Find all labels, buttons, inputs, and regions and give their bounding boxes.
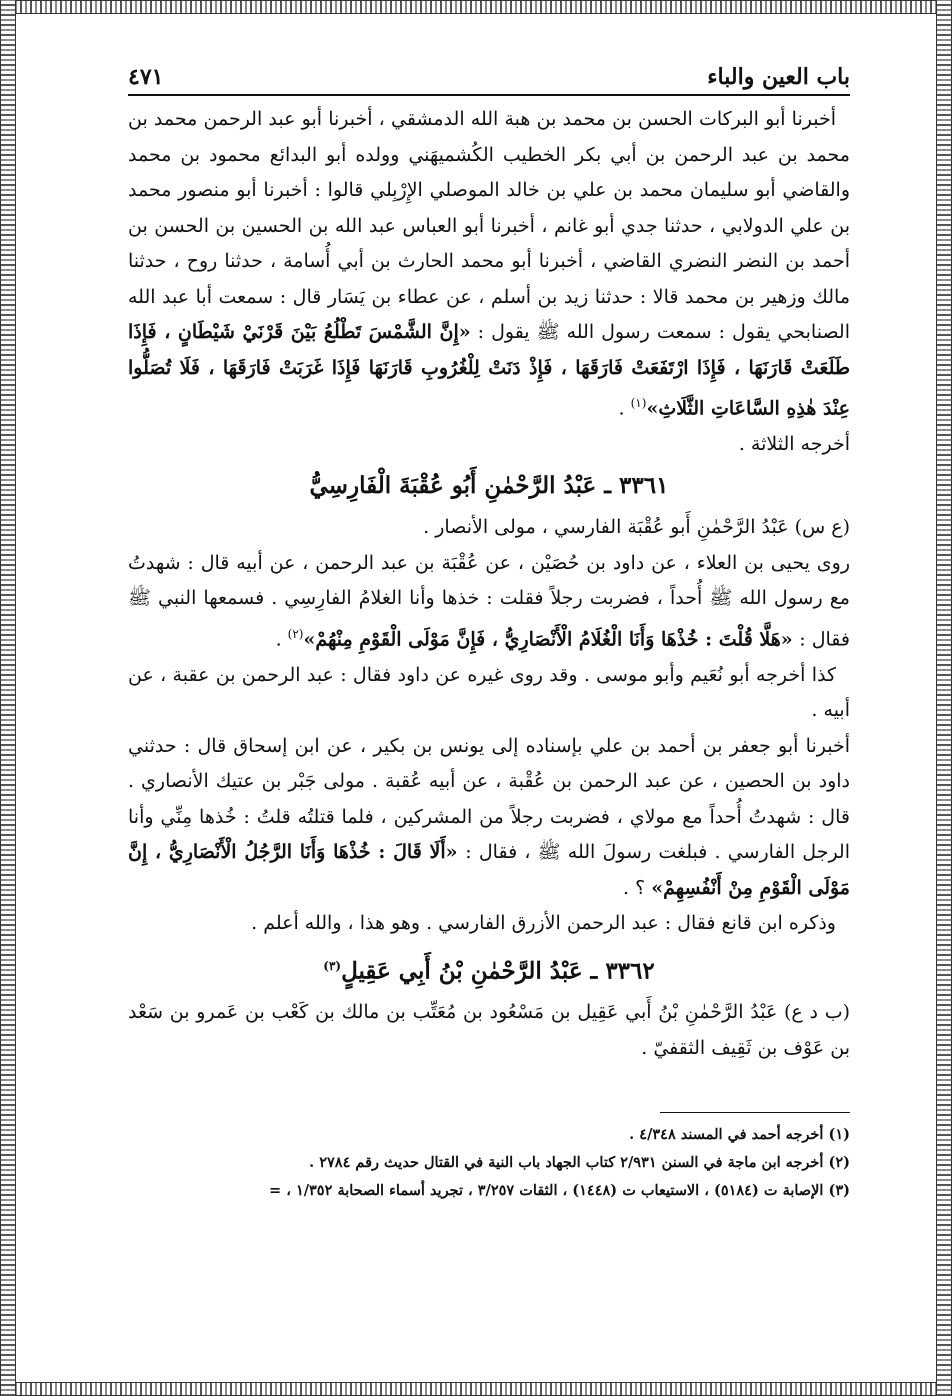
hadith-quote: «هَلَّا قُلْتَ : خُذْهَا وَأَنَا الْغُلَامُ الْأَنْصَارِيُّ ، فَإِنَّ مَوْلَى الْقَوْمِ مِنْهُمْ» [303,628,800,651]
page-number: ٤٧١ [128,64,164,90]
footnote-ref: (١) [630,396,647,410]
narration-text: روى يحيى بن العلاء ، عن داود بن حُصَيْن ، عن عُقْبَة بن عبد الرحمن ، عن أبيه قال : شهدتُ مع رسول الله ﷺ أُحداً ، فضربت رجلاً فقلت : خذها وأنا الغلامُ الفارِسِي . فسمعها النبي ﷺ فقال : [128,551,850,651]
footnote-divider [660,1112,850,1113]
page-body [128,102,850,1066]
entry-intro: (ع س) عَبْدُ الرَّحْمٰنِ أَبو عُقْبَة الفارسي ، مولى الأنصار . [423,516,850,539]
ornamental-border-bottom [10,1382,942,1396]
narration-paragraph [128,546,850,658]
attribution-line: أخرجه الثلاثة . [738,432,850,455]
footnote: (٢) أخرجه ابن ماجة في السنن ٢/٩٣١ كتاب الجهاد باب النية في القتال حديث رقم ٢٧٨٤ . [309,1154,850,1172]
book-page [128,50,850,1205]
hadith-quote: «أَلَا قَالَ : خُذْهَا وَأَنَا الرَّجُلُ الْأَنْصَارِيُّ ، إِنَّ مَوْلَى الْقَوْمِ مِنْ أَنْفُسِهِمْ» [128,841,850,899]
ornamental-border-left [0,0,16,1396]
ornamental-border-right [936,0,952,1396]
entry-heading [128,942,850,996]
narration-paragraph [128,729,850,907]
narration-end: ؟ . [623,876,652,899]
chapter-title: باب العين والباء [707,64,850,90]
footnote-ref: (٣) [323,958,342,973]
hadith-end: . [618,397,631,420]
narration-end: . [275,628,288,651]
footnote: (٣) الإصابة ت (٥١٨٤) ، الاستيعاب ت (١٤٤٨) ، الثقات ٣/٢٥٧ ، تجريد أسماء الصحابة ١/٣٥٢ ، = [269,1182,850,1200]
entry-heading-text: ٣٣٦٢ ـ عَبْدُ الرَّحْمٰنِ بْنُ أَبِي عَقِيلٍ [341,957,655,985]
narration-text: أخبرنا أبو جعفر بن أحمد بن علي بإسناده إلى يونس بن بكير ، عن ابن إسحاق قال : حدثني داود بن الحصين ، عن عبد الرحمن بن عُقْبة ، عن أبيه عُقبة . مولى جَبْر بن عتيك الأنصاري . قال : شهدتُ أُحداً مع مولاي ، فضربت رجلاً من المشركين ، فلما قتلتُه قلتُ : خُذها مِنِّي وأنا الرجل الفارسي . فبلغت رسولَ الله ﷺ ، فقال : [128,734,850,864]
footnote-ref: (٢) [287,626,304,641]
isnad-paragraph [128,102,850,427]
entry-intro: (ب د ع) عَبْدُ الرَّحْمٰنِ بْنُ أَبي عَقِيل بن مَسْعُود بن مُعَتِّب بن مالك بن كَعْب بن عَمرو بن سَعْد بن عَوْف بن ثَقِيف الثقفيّ . [128,1001,850,1059]
hadith-quote: «إِنَّ الشَّمْسَ تَطْلُعُ بَيْنَ قَرْنَيْ شَيْطَانٍ ، فَإِذَا طَلَعَتْ قَارَنَهَا ، فَإِذَا ارْتَفَعَتْ فَارَقَهَا ، فَإِذْ دَنَتْ لِلْغُرُوبِ قَارَنَهَا فَإِذَا غَرَبَتْ فَارَقَهَا ، فَلَا تُصَلُّوا عِنْدَ هٰذِهِ السَّاعَاتِ الثَّلَاثِ» [128,321,850,420]
running-header [128,50,850,96]
narration-paragraph: كذا أخرجه أبو نُعَيم وأبو موسى . وقد روى غيره عن داود فقال : عبد الرحمن بن عقبة ، عن أبيه . [128,663,850,722]
footnote: (١) أخرجه أحمد في المسند ٤/٣٤٨ . [629,1126,850,1144]
narration-paragraph: وذكره ابن قانع فقال : عبد الرحمن الأزرق الفارسي . وهو هذا ، والله أعلم . [251,912,836,935]
isnad-text: أخبرنا أبو البركات الحسن بن محمد بن هبة الله الدمشقي ، أخبرنا أبو عبد الرحمن محمد بن محمد بن عبد الرحمن بن أبي بكر الخطيب الكُشميهَني وولده أبو البدائع محمود بن محمد والقاضي أبو سليمان محمد بن علي بن خالد الموصلي الإِرْبِلي قالوا : أخبرنا أبو منصور محمد بن علي الدولابي ، حدثنا جدي أبو غانم ، أخبرنا أبو العباس عبد الله بن الحسين بن الحسن بن أحمد بن النضر النضري القاضي ، أخبرنا أبو محمد الحارث بن أبي أُسامة ، حدثنا روح ، حدثنا مالك وزهير بن محمد قالا : حدثنا زيد بن أسلم ، عن عطاء بن يَسَار قال : سمعت أبا عبد الله الصنابحي يقول : سمعت رسول الله ﷺ يقول : [128,108,850,343]
footnotes [128,1121,850,1205]
ornamental-border-top [10,0,942,14]
entry-heading: ٣٣٦١ ـ عَبْدُ الرَّحْمٰنِ أَبُو عُقْبَةَ الْفَارِسِيُّ [309,472,669,500]
